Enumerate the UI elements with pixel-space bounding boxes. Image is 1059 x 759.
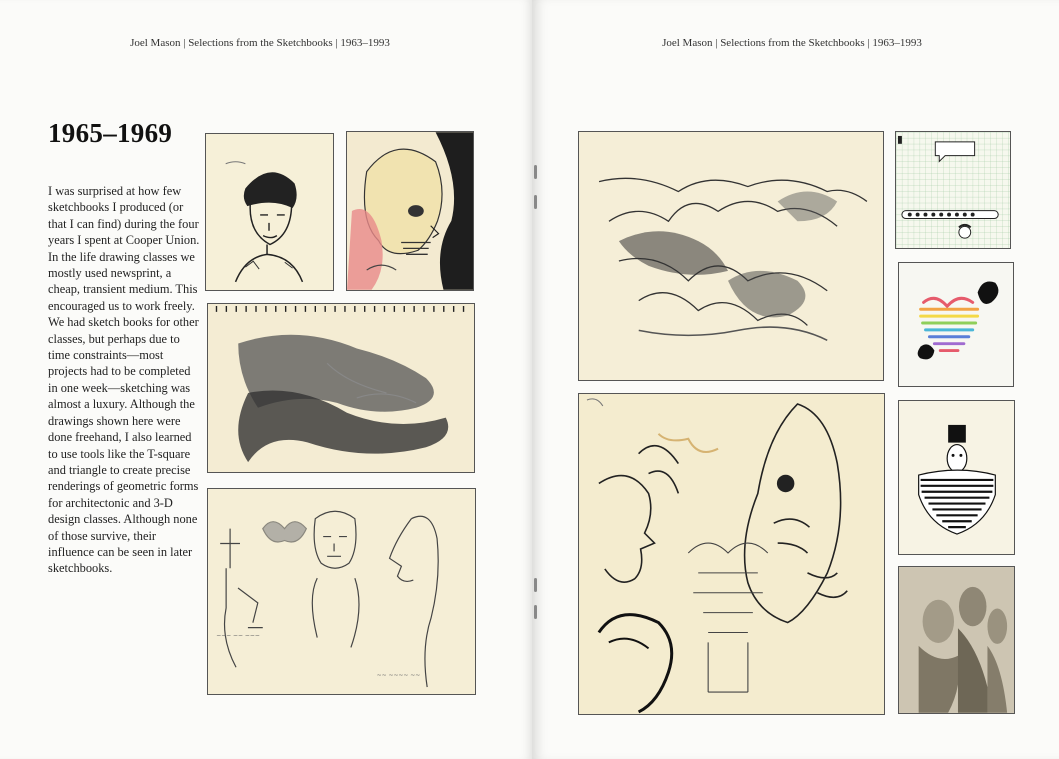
heads-drawing: [208, 489, 475, 694]
spine-mark-1: [534, 165, 537, 179]
section-heading: 1965–1969: [48, 118, 173, 148]
grid-comic-drawing: [896, 132, 1010, 248]
svg-text:~~ ~~~~ ~~: ~~ ~~~~ ~~: [376, 672, 421, 680]
rainbow-heart-drawing: [899, 263, 1013, 386]
body-paragraph: I was surprised at how few sketchbooks I produced (or that I can find) during the four years I spent at Cooper Union. In the life drawing classes we mostly used newsprint, a cheap, transient medium. This encouraged us to work freely. We had sketch books for other classes, but perhaps due to time constraints—most projects had to be completed in one week—sketching was almost a luxury. Although the drawings shown here were done freehand, I also learned to use tools like the T-square and triangle to create precise renderings of geometric forms for architectonic and 3-D design classes. Although none of those survive, their influence can be seen in later sketchbooks.: [48, 184, 200, 576]
right-running-head: Joel Mason | Selections from the Sketchbooks | 1963–1993: [662, 37, 922, 49]
abstract-drawing: [579, 132, 883, 380]
heads-ornament-drawing: [579, 394, 884, 714]
sketch-portrait-man: [205, 133, 334, 291]
sketch-heads-ornament: [578, 393, 885, 715]
sketch-hands-spiral: [207, 303, 475, 473]
spine-mark-3: [534, 578, 537, 592]
spine-mark-4: [534, 605, 537, 619]
skull-drawing: [347, 132, 473, 290]
left-running-head: Joel Mason | Selections from the Sketchbooks | 1963–1993: [130, 37, 390, 49]
sketch-rainbow-heart: [898, 262, 1014, 387]
portrait-drawing: [206, 134, 333, 290]
pencil-faces-drawing: [899, 567, 1014, 713]
sketch-skull-profile: [346, 131, 474, 291]
sketch-grid-comic: [895, 131, 1011, 249]
spine-mark-2: [534, 195, 537, 209]
striped-figure-drawing: [899, 401, 1014, 554]
hands-drawing: [208, 304, 474, 472]
sketch-pencil-faces: [898, 566, 1015, 714]
sketch-striped-figure: [898, 400, 1015, 555]
svg-text:~~~ ~~ ~~~: ~~~ ~~ ~~~: [216, 632, 260, 640]
sketch-abstract-forms: [578, 131, 884, 381]
sketch-heads-figures: [207, 488, 476, 695]
right-page: [532, 0, 1059, 759]
